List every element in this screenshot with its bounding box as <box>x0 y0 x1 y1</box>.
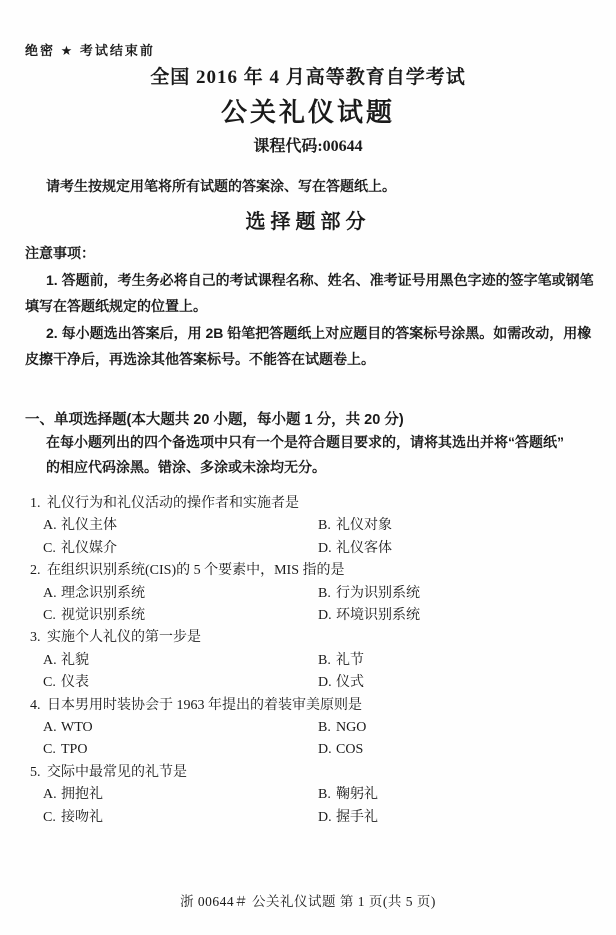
option-label: B. <box>318 787 331 803</box>
option-c <box>43 538 318 560</box>
option-text: TPO <box>61 742 88 758</box>
question-list <box>30 493 596 829</box>
option-label: A. <box>43 652 57 668</box>
option-c <box>43 605 318 627</box>
option-b <box>318 650 364 672</box>
option-text: 礼仪客体 <box>336 540 392 556</box>
option-label: B. <box>318 518 331 534</box>
option-label: B. <box>318 585 331 601</box>
option-b <box>318 784 378 806</box>
section-instruction <box>46 430 596 480</box>
option-d <box>318 807 378 829</box>
option-c <box>43 739 318 761</box>
attention-item-1-line-1: 1. 答题前，考生务必将自己的考试课程名称、姓名、准考证号用黑色字迹的签字笔或钢笔 <box>46 271 594 288</box>
option-a <box>43 784 318 806</box>
option-text: 接吻礼 <box>61 809 103 825</box>
option-text: 视觉识别系统 <box>61 608 145 624</box>
option-a <box>43 650 318 672</box>
page-footer: 浙 00644＃ 公关礼仪试题 第 1 页(共 5 页) <box>180 894 436 909</box>
option-b <box>318 717 366 739</box>
option-a <box>43 515 318 537</box>
option-d <box>318 739 363 761</box>
option-a <box>43 583 318 605</box>
section-instruction-line-2: 的相应代码涂黑。错涂、多涂或未涂均无分。 <box>46 459 326 475</box>
question-2 <box>30 560 596 627</box>
option-label: C. <box>43 608 56 624</box>
option-label: C. <box>43 540 56 556</box>
attention-item-2-line-2: 皮擦干净后，再选涂其他答案标号。不能答在试题卷上。 <box>25 351 375 367</box>
option-d <box>318 672 364 694</box>
option-text: 礼仪对象 <box>336 518 392 534</box>
option-text: 环境识别系统 <box>336 608 420 624</box>
security-classification: 绝密 ★ 考试结束前 <box>25 43 155 58</box>
option-label: B. <box>318 652 331 668</box>
section-instruction-line-1: 在每小题列出的四个备选项中只有一个是符合题目要求的，请将其选出并将“答题纸” <box>46 434 564 450</box>
question-text: 交际中最常见的礼节是 <box>47 764 187 780</box>
option-text: 礼仪主体 <box>61 518 117 534</box>
option-a <box>43 717 318 739</box>
option-label: D. <box>318 742 332 758</box>
section-part-title: 选择题部分 <box>245 211 371 233</box>
option-label: A. <box>43 518 57 534</box>
question-text: 日本男用时装协会于 1963 年提出的着装审美原则是 <box>47 697 362 713</box>
option-d <box>318 538 392 560</box>
option-text: 礼仪媒介 <box>61 540 117 556</box>
option-label: C. <box>43 742 56 758</box>
option-label: C. <box>43 809 56 825</box>
option-label: D. <box>318 608 332 624</box>
answer-sheet-notice: 请考生按规定用笔将所有试题的答案涂、写在答题纸上。 <box>46 178 396 194</box>
option-d <box>318 605 420 627</box>
attention-block <box>25 240 594 373</box>
option-c <box>43 672 318 694</box>
question-5 <box>30 762 596 829</box>
option-label: D. <box>318 675 332 691</box>
question-number: 2. <box>30 563 41 579</box>
option-text: 行为识别系统 <box>336 585 420 601</box>
option-label: A. <box>43 585 57 601</box>
question-text: 礼仪行为和礼仪活动的操作者和实施者是 <box>47 496 299 511</box>
option-text: 礼节 <box>336 652 364 668</box>
attention-item-1-line-2: 填写在答题纸规定的位置上。 <box>25 298 207 314</box>
attention-item-2-line-1: 2. 每小题选出答案后，用 2B 铅笔把答题纸上对应题目的答案标号涂黑。如需改动，用橡 <box>46 324 592 341</box>
option-text: 礼貌 <box>61 652 89 668</box>
option-text: 拥抱礼 <box>61 787 103 803</box>
option-label: C. <box>43 675 56 691</box>
paper-title: 公关礼仪试题 <box>220 98 395 127</box>
option-label: A. <box>43 787 57 803</box>
option-text: 仪表 <box>61 675 89 691</box>
option-text: WTO <box>61 720 93 736</box>
question-text: 实施个人礼仪的第一步是 <box>47 630 201 646</box>
option-text: COS <box>336 742 364 758</box>
option-text: 理念识别系统 <box>61 585 145 601</box>
option-text: NGO <box>336 720 367 736</box>
exam-title: 全国 2016 年 4 月高等教育自学考试 <box>150 67 466 88</box>
option-b <box>318 515 392 537</box>
option-label: D. <box>318 809 332 825</box>
option-text: 握手礼 <box>336 809 378 825</box>
question-number: 4. <box>30 697 41 713</box>
attention-heading: 注意事项： <box>25 245 95 261</box>
option-label: A. <box>43 720 57 736</box>
section-heading: 一、单项选择题(本大题共 20 小题，每小题 1 分，共 20 分) <box>25 412 404 428</box>
option-c <box>43 807 318 829</box>
question-number: 5. <box>30 764 41 780</box>
question-1 <box>30 493 596 560</box>
question-text: 在组织识别系统(CIS)的 5 个要素中，MIS 指的是 <box>47 563 345 579</box>
option-label: B. <box>318 720 331 736</box>
option-text: 鞠躬礼 <box>336 787 378 803</box>
question-number: 1. <box>30 496 41 511</box>
question-number: 3. <box>30 630 41 646</box>
option-b <box>318 583 420 605</box>
option-label: D. <box>318 540 332 556</box>
question-4 <box>30 695 596 762</box>
course-code: 课程代码:00644 <box>253 138 363 155</box>
question-3 <box>30 627 596 694</box>
option-text: 仪式 <box>336 675 364 691</box>
